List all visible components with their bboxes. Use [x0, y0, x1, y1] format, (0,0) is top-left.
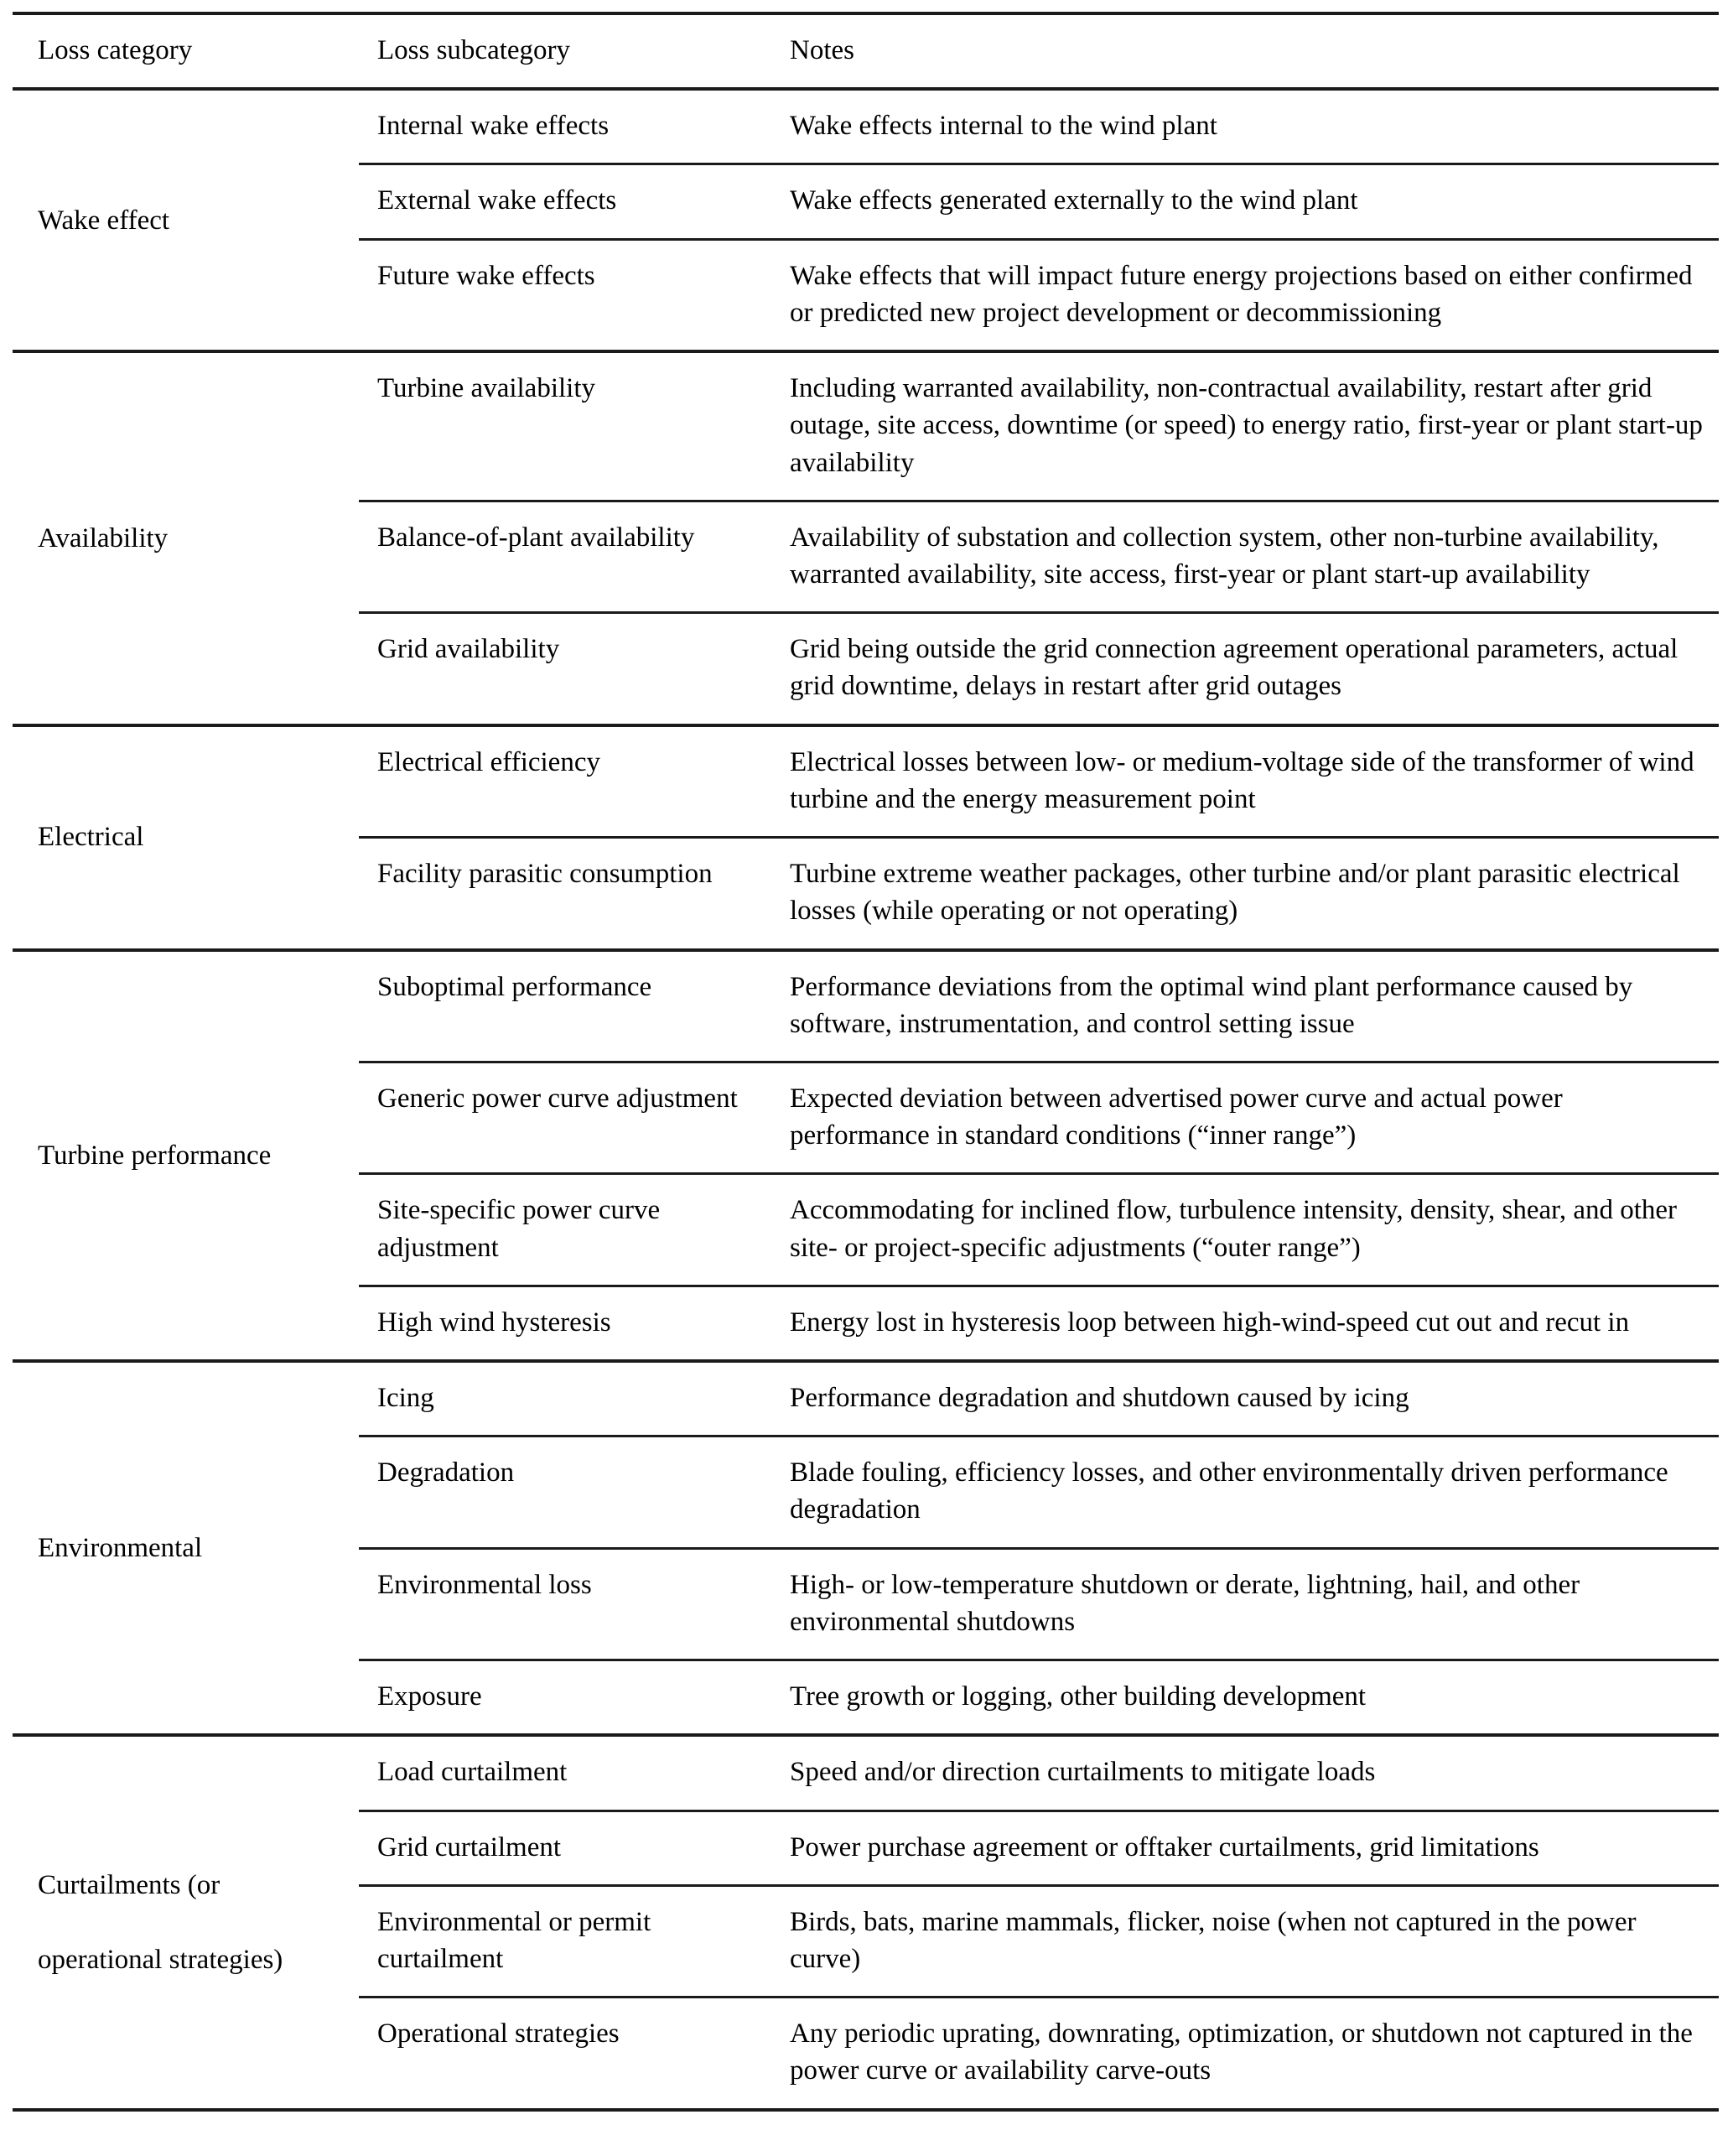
- column-header-loss-subcategory: Loss subcategory: [377, 35, 571, 65]
- loss-category-label-line: Curtailments (or: [38, 1870, 221, 1901]
- loss-category-label: [38, 1530, 349, 1566]
- loss-category-cell: [13, 1735, 359, 2107]
- loss-category-label: [38, 1137, 349, 1174]
- loss-category-cell: [13, 351, 359, 725]
- table-row: [13, 351, 1719, 501]
- notes-cell: Performance deviations from the optimal wind plant performance caused by software, instrumentation, and control setting issue: [771, 950, 1719, 1062]
- table-row: [13, 950, 1719, 1062]
- table-header-row: [13, 15, 1719, 89]
- loss-subcategory-cell: High wind hysteresis: [359, 1286, 771, 1361]
- loss-subcategory-cell: Environmental loss: [359, 1548, 771, 1660]
- loss-subcategory-cell: Icing: [359, 1361, 771, 1436]
- loss-category-label-line: Availability: [38, 522, 169, 553]
- loss-category-label-line: Wake effect: [38, 205, 170, 236]
- loss-category-label-line: Environmental: [38, 1533, 203, 1564]
- loss-subcategory-cell: Turbine availability: [359, 351, 771, 501]
- notes-cell: Including warranted availability, non-contractual availability, restart after grid outage, site access, downtime (or speed) to energy ratio, first-year or plant start-up availability: [771, 351, 1719, 501]
- loss-category-label: [38, 520, 349, 557]
- loss-category-cell: [13, 1361, 359, 1735]
- loss-subcategory-cell: External wake effects: [359, 164, 771, 239]
- notes-cell: Availability of substation and collection system, other non-turbine availability, warranted availability, site access, first-year or plant start-up availability: [771, 501, 1719, 612]
- loss-category-cell: [13, 725, 359, 950]
- loss-category-label: [38, 818, 349, 855]
- loss-subcategory-cell: Site-specific power curve adjustment: [359, 1174, 771, 1286]
- loss-category-cell: [13, 89, 359, 351]
- loss-subcategory-cell: Grid availability: [359, 613, 771, 725]
- notes-cell: Energy lost in hysteresis loop between high-wind-speed cut out and recut in: [771, 1286, 1719, 1361]
- table-bottom-rule: [13, 2108, 1719, 2110]
- notes-cell: Expected deviation between advertised power curve and actual power performance in standard conditions (“inner range”): [771, 1062, 1719, 1173]
- table-row: [13, 1735, 1719, 1811]
- notes-cell: Blade fouling, efficiency losses, and other environmentally driven performance degradation: [771, 1436, 1719, 1548]
- loss-category-label: [38, 202, 349, 239]
- column-header-loss-category: Loss category: [38, 35, 193, 65]
- notes-cell: Electrical losses between low- or medium-voltage side of the transformer of wind turbine and the energy measurement point: [771, 725, 1719, 838]
- notes-cell: Any periodic uprating, downrating, optimization, or shutdown not captured in the power curve or availability carve-outs: [771, 1998, 1719, 2108]
- notes-cell: Turbine extreme weather packages, other turbine and/or plant parasitic electrical losses (while operating or not operating): [771, 838, 1719, 950]
- loss-subcategory-cell: Exposure: [359, 1660, 771, 1736]
- loss-category-cell: [13, 950, 359, 1362]
- notes-cell: Wake effects generated externally to the wind plant: [771, 164, 1719, 239]
- notes-cell: Accommodating for inclined flow, turbulence intensity, density, shear, and other site- or project-specific adjustments (“outer range”): [771, 1174, 1719, 1286]
- loss-subcategory-cell: Internal wake effects: [359, 89, 771, 164]
- notes-cell: Tree growth or logging, other building development: [771, 1660, 1719, 1736]
- loss-subcategory-cell: Balance-of-plant availability: [359, 501, 771, 612]
- loss-category-label-line: Electrical: [38, 822, 144, 853]
- notes-cell: Speed and/or direction curtailments to mitigate loads: [771, 1735, 1719, 1811]
- loss-subcategory-cell: Facility parasitic consumption: [359, 838, 771, 950]
- notes-cell: Birds, bats, marine mammals, flicker, noise (when not captured in the power curve): [771, 1885, 1719, 1997]
- column-header-notes: Notes: [790, 35, 854, 65]
- loss-category-label: [38, 1867, 349, 1977]
- loss-subcategory-cell: Load curtailment: [359, 1735, 771, 1811]
- notes-cell: Wake effects internal to the wind plant: [771, 89, 1719, 164]
- loss-subcategory-cell: Environmental or permit curtailment: [359, 1885, 771, 1997]
- table-row: [13, 89, 1719, 164]
- loss-subcategory-cell: Degradation: [359, 1436, 771, 1548]
- loss-subcategory-cell: Generic power curve adjustment: [359, 1062, 771, 1173]
- loss-subcategory-cell: Suboptimal performance: [359, 950, 771, 1062]
- loss-category-label-line: operational strategies): [38, 1944, 283, 1975]
- loss-subcategory-cell: Grid curtailment: [359, 1811, 771, 1885]
- table-row: [13, 725, 1719, 838]
- notes-cell: Power purchase agreement or offtaker curtailments, grid limitations: [771, 1811, 1719, 1885]
- notes-cell: Wake effects that will impact future energy projections based on either confirmed or predicted new project development or decommissioning: [771, 239, 1719, 351]
- notes-cell: Performance degradation and shutdown caused by icing: [771, 1361, 1719, 1436]
- loss-subcategory-cell: Electrical efficiency: [359, 725, 771, 838]
- loss-subcategory-cell: Operational strategies: [359, 1998, 771, 2108]
- loss-subcategory-cell: Future wake effects: [359, 239, 771, 351]
- loss-category-label-line: Turbine performance: [38, 1140, 272, 1171]
- notes-cell: High- or low-temperature shutdown or derate, lightning, hail, and other environmental shutdowns: [771, 1548, 1719, 1660]
- table-row: [13, 1361, 1719, 1436]
- notes-cell: Grid being outside the grid connection agreement operational parameters, actual grid downtime, delays in restart after grid outages: [771, 613, 1719, 725]
- loss-taxonomy-table: [13, 12, 1719, 2112]
